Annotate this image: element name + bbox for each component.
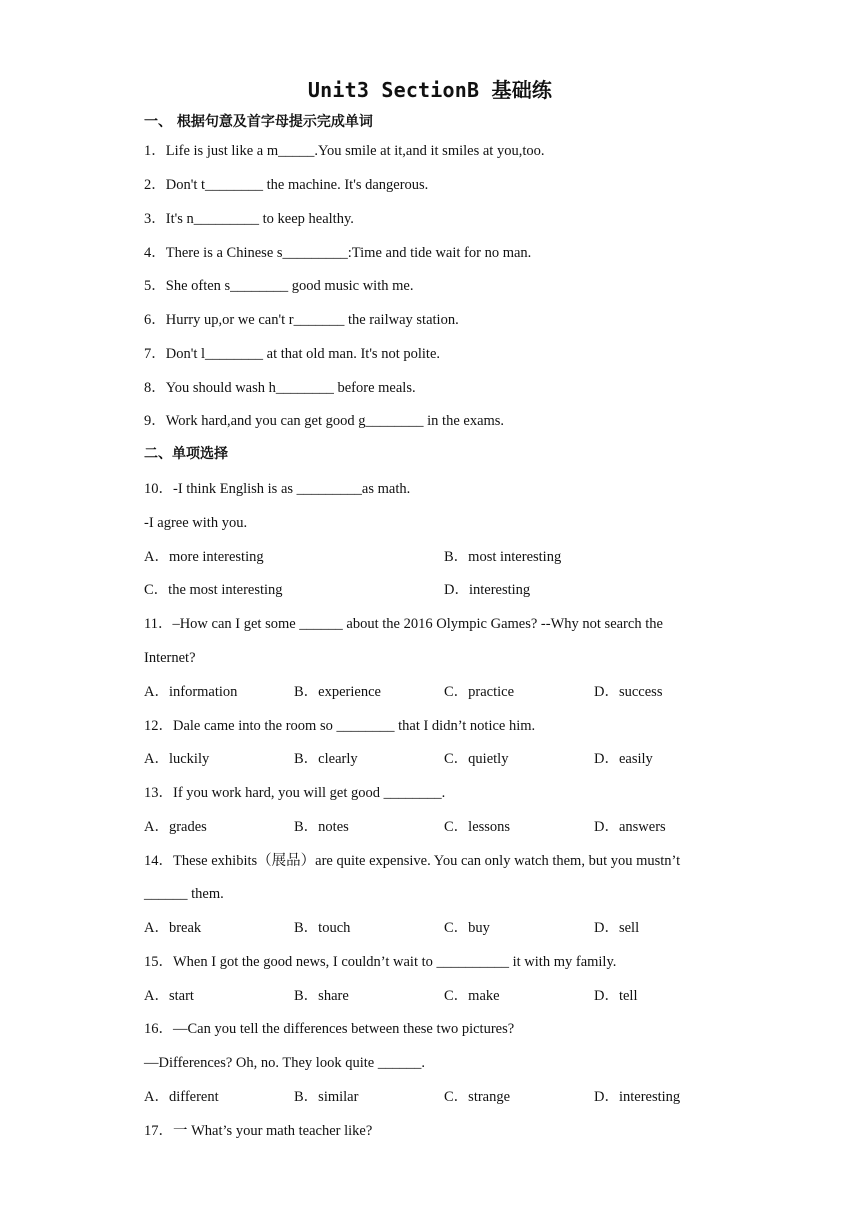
question-stem-continued: Internet? <box>144 650 196 666</box>
question-stem: 13．If you work hard, you will get good ________. <box>144 785 446 801</box>
question-stem: 10．-I think English is as _________as math. <box>144 481 411 497</box>
question-stem: 15．When I got the good news, I couldn’t wait to __________ it with my family. <box>144 954 617 970</box>
option-a: A．different <box>144 1089 219 1105</box>
option-a: A．start <box>144 988 194 1004</box>
option-a: A．luckily <box>144 751 210 767</box>
option-d: D．success <box>594 684 663 700</box>
question-reply: —Differences? Oh, no. They look quite ______. <box>144 1055 425 1071</box>
fill-in-item: 6．Hurry up,or we can't r_______ the railway station. <box>144 312 459 328</box>
fill-in-item: 3．It's n_________ to keep healthy. <box>144 211 354 227</box>
question-stem: 12．Dale came into the room so ________ that I didn’t notice him. <box>144 718 536 734</box>
fill-in-item: 4．There is a Chinese s_________:Time and tide wait for no man. <box>144 245 532 261</box>
option-a: A．break <box>144 920 202 936</box>
option-a: A．more interesting <box>144 549 264 565</box>
question-stem-continued: ______ them. <box>144 886 224 902</box>
option-b: B．experience <box>294 684 381 700</box>
option-b: B．share <box>294 988 349 1004</box>
section-heading-multiple-choice: 二、单项选择 <box>144 446 228 462</box>
question-stem: 16．—Can you tell the differences between these two pictures? <box>144 1021 515 1037</box>
option-c: C．strange <box>444 1089 511 1105</box>
option-d: D．sell <box>594 920 640 936</box>
fill-in-item: 8．You should wash h________ before meals. <box>144 380 416 396</box>
option-a: A．information <box>144 684 238 700</box>
option-b: B．most interesting <box>444 549 562 565</box>
option-c: C．buy <box>444 920 490 936</box>
question-stem: 11．–How can I get some ______ about the 2016 Olympic Games? --Why not search the <box>144 616 663 632</box>
fill-in-item: 7．Don't l________ at that old man. It's not polite. <box>144 346 441 362</box>
option-a: A．grades <box>144 819 207 835</box>
section-heading-fill-in: 一、 根据句意及首字母提示完成单词 <box>144 114 373 130</box>
fill-in-item: 1．Life is just like a m_____.You smile at it,and it smiles at you,too. <box>144 143 545 159</box>
option-b: B．notes <box>294 819 349 835</box>
option-d: D．easily <box>594 751 653 767</box>
option-d: D．interesting <box>594 1089 681 1105</box>
option-c: C．make <box>444 988 500 1004</box>
option-b: B．touch <box>294 920 351 936</box>
option-d: D．interesting <box>444 582 531 598</box>
option-d: D．answers <box>594 819 666 835</box>
fill-in-item: 2．Don't t________ the machine. It's dangerous. <box>144 177 429 193</box>
page-title: Unit3 SectionB 基础练 <box>307 78 553 102</box>
option-c: C．lessons <box>444 819 511 835</box>
option-b: B．similar <box>294 1089 359 1105</box>
fill-in-item: 5．She often s________ good music with me. <box>144 278 414 294</box>
fill-in-item: 9．Work hard,and you can get good g________ in the exams. <box>144 413 505 429</box>
question-reply: -I agree with you. <box>144 515 248 531</box>
question-stem: 14．These exhibits（展品）are quite expensive. You can only watch them, but you mustn’t <box>144 853 681 869</box>
option-d: D．tell <box>594 988 638 1004</box>
option-c: C．quietly <box>444 751 509 767</box>
question-stem: 17．一 What’s your math teacher like? <box>144 1123 373 1139</box>
option-c: C．practice <box>444 684 515 700</box>
option-c: C．the most interesting <box>144 582 283 598</box>
option-b: B．clearly <box>294 751 358 767</box>
